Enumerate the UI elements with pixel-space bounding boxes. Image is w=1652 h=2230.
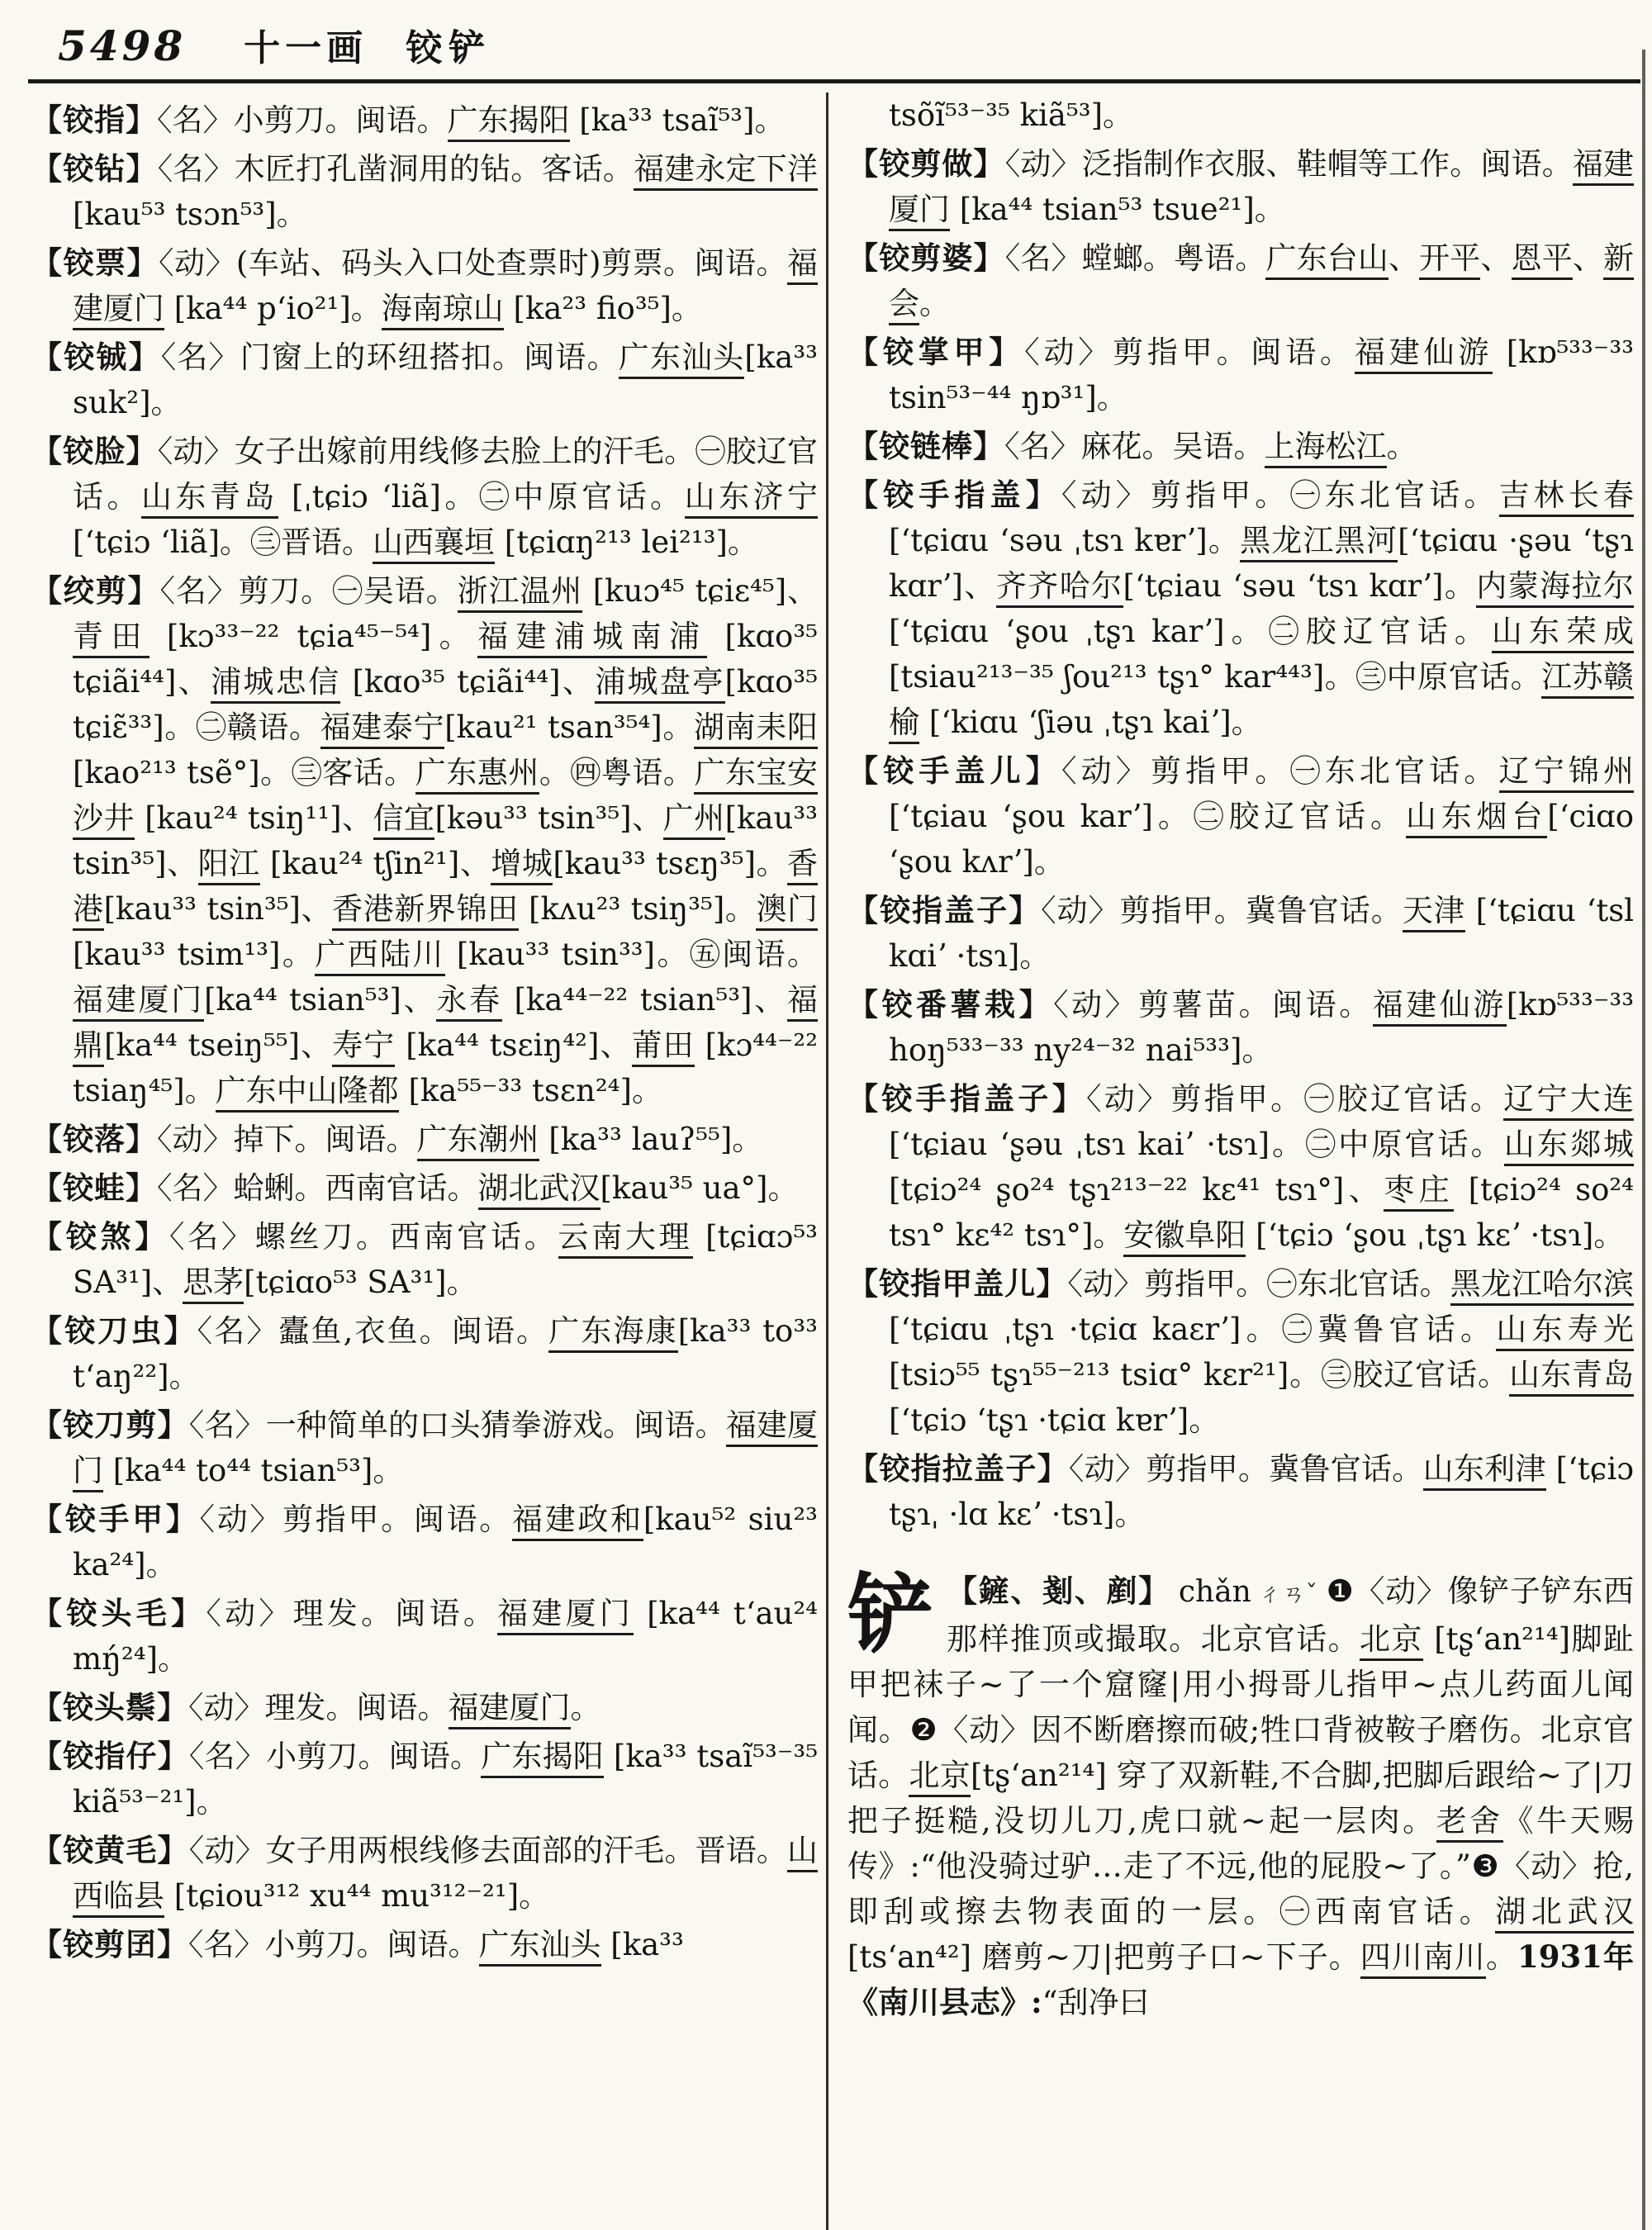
entry-headword: 【铰指盖子】 xyxy=(847,892,1042,928)
entry-text: 〈动〉(车站、码头入口处查票时)剪票。闽语。 xyxy=(158,245,788,281)
place-name: 广东揭阳 xyxy=(448,102,570,142)
entry-text: [ʻtɕiɔ tʂɿˌ ·lɑ kɛʼ ·tsɿ]。 xyxy=(889,1451,1635,1532)
entry-text: [ts‘an⁴²] 磨剪~刀|把剪子口~下子。 xyxy=(847,1939,1360,1975)
entry-headword: 【铰刀剪】 xyxy=(31,1407,189,1443)
entry-headword: 【铰番薯栽】 xyxy=(847,986,1054,1022)
place-name: 思茅 xyxy=(183,1264,244,1304)
entry-text: [ʻtɕiɑu ʻtsl kɑiʼ ·tsɿ]。 xyxy=(889,893,1635,974)
page-header xyxy=(58,18,491,71)
entry-text: 〈动〉剪指甲。㊀东北官话。 xyxy=(1061,477,1499,513)
entry-text: [ka⁵⁵⁻³³ tsɛn²⁴]。 xyxy=(398,1073,662,1108)
entry-text: 〈名〉小剪刀。闽语。 xyxy=(157,102,448,138)
dict-entry xyxy=(31,568,818,1113)
entry-text: 〈动〉剪指甲。㊀东北官话。 xyxy=(1067,1266,1450,1302)
place-name: 山东青岛 xyxy=(1509,1357,1634,1397)
place-name: 广东汕头 xyxy=(479,1927,601,1967)
page-number: 5498 xyxy=(58,21,187,70)
entry-text: 〈名〉蛤蜊。西南官话。 xyxy=(157,1170,478,1206)
entry-headword: 【铰指甲盖儿】 xyxy=(847,1265,1068,1302)
place-name: 山西临县 xyxy=(73,1833,818,1918)
place-name: 齐齐哈尔 xyxy=(996,568,1123,608)
entry-text: 〈名〉麻花。吴语。 xyxy=(1004,429,1265,464)
entry-text: [ka³³ tsaĩ⁵³]。 xyxy=(569,102,786,138)
place-name: 吉林长春 xyxy=(1499,477,1634,517)
left-column xyxy=(31,97,818,1971)
entry-text: [ʻtɕiɔ ʻliã]。㊂晋语。 xyxy=(73,524,373,560)
dict-entry xyxy=(31,1214,818,1305)
entry-text: [tɕiou³¹² xu⁴⁴ mu³¹²⁻²¹]。 xyxy=(164,1878,550,1914)
entry-text: [ʻtɕiau ʻʂou karʼ]。㊁胶辽官话。 xyxy=(889,799,1406,834)
place-name: 安徽阜阳 xyxy=(1123,1217,1246,1257)
stroke-section-label: 十一画 xyxy=(244,27,368,69)
entry-text: “刮净曰 xyxy=(1042,1985,1150,2020)
entry-text: 〈名〉门窗上的环纽搭扣。闽语。 xyxy=(160,339,619,375)
place-name: 福建厦门 xyxy=(497,1596,634,1635)
entry-text: [ka⁴⁴ to⁴⁴ tsian⁵³]。 xyxy=(103,1453,404,1488)
dict-entry xyxy=(31,1308,818,1399)
entry-text: [kau⁵³ tsɔn⁵³]。 xyxy=(73,197,307,232)
place-name: 山东寿光 xyxy=(1496,1312,1634,1351)
place-name: 澳门 xyxy=(756,891,818,931)
dict-entry xyxy=(31,1922,818,1967)
entry-text: [kau²¹ tsan³⁵⁴]。 xyxy=(444,709,695,745)
entry-text: 。 xyxy=(919,286,950,321)
place-name: 广东揭阳 xyxy=(481,1739,604,1778)
entry-text: [kao²¹³ tsẽ°]。㊂客话。 xyxy=(73,755,415,790)
entry-text: 〈动〉剪指甲。闽语。 xyxy=(1024,334,1355,370)
place-name: 福建厦门 xyxy=(449,1690,571,1729)
place-name: 辽宁大连 xyxy=(1503,1081,1634,1121)
entry-text: [ʻtɕiɑu ˌtʂɿ ·tɕiɑ kaɛrʼ]。㊁冀鲁官话。 xyxy=(889,1312,1497,1347)
place-name: 阳江 xyxy=(198,846,260,885)
entry-text: 〈动〉剪薯苗。闽语。 xyxy=(1053,987,1373,1022)
entry-text: [kuɔ⁴⁵ tɕiɛ⁴⁵]、 xyxy=(582,573,818,609)
entry-headword: 【铰手甲】 xyxy=(31,1501,200,1537)
entry-headword: 【铰头鬃】 xyxy=(31,1689,188,1725)
variant-forms: 【鏟、剗、剷】 xyxy=(947,1573,1170,1609)
place-name: 青田 xyxy=(73,619,150,658)
entry-text: [kau³⁵ ua°]。 xyxy=(600,1170,799,1206)
entry-text: [ka⁴⁴⁻²² tsian⁵³]、 xyxy=(501,982,788,1018)
section-headwords: 铰铲 xyxy=(406,27,492,69)
place-name: 福建政和 xyxy=(512,1502,643,1541)
entry-text: [ka³³ tsaĩ⁵³⁻³⁵ kiã⁵³⁻²¹]。 xyxy=(73,1739,819,1820)
place-name: 莆田 xyxy=(632,1027,695,1067)
place-name: 四川南川 xyxy=(1360,1939,1486,1979)
entry-headword: 【铰手指盖子】 xyxy=(847,1080,1086,1117)
entry-headword: 【铰手指盖】 xyxy=(847,477,1061,513)
entry-text: [ʻtɕiɑu ·ʂəu ʻtʂɿ kɑrʼ]、 xyxy=(889,523,1635,604)
place-name: 山东利津 xyxy=(1423,1451,1546,1491)
entry-text: 〈名〉蠹鱼,衣鱼。闽语。 xyxy=(197,1313,549,1349)
entry-text: [tsiɔ⁵⁵ tʂɿ⁵⁵⁻²¹³ tsiɑ° kɛr²¹]。㊂胶辽官话。 xyxy=(889,1357,1510,1393)
header-rule xyxy=(28,79,1640,83)
entry-text: [tɕiɑo⁵³ SA³¹]。 xyxy=(244,1264,477,1300)
place-name: 江苏赣榆 xyxy=(889,659,1634,744)
dict-entry xyxy=(847,472,1634,745)
entry-text: 〈动〉理发。闽语。 xyxy=(188,1690,449,1725)
place-name: 寿宁 xyxy=(332,1027,395,1067)
entry-text: ❶〈动〉像铲子铲东西那样推顶或撮取。北京官话。 xyxy=(947,1573,1635,1657)
place-name: 上海松江 xyxy=(1265,429,1387,468)
place-name: 新会 xyxy=(889,240,1634,325)
entry-headword: 【铰脸】 xyxy=(31,433,158,469)
entry-headword: 【铰指仔】 xyxy=(31,1738,189,1774)
entry-text: [kau³³ tsɛŋ³⁵]。 xyxy=(553,846,788,881)
entry-text: [kʌu²³ tsiŋ³⁵]。 xyxy=(518,891,757,927)
dict-entry xyxy=(847,748,1634,885)
place-name: 福建仙游 xyxy=(1373,987,1507,1027)
entry-text: [kau²⁴ tʃin²¹]、 xyxy=(259,846,491,881)
dict-entry xyxy=(847,141,1634,232)
dict-entry xyxy=(31,1402,818,1493)
dict-entry xyxy=(31,429,818,565)
place-name: 北京 xyxy=(1360,1621,1423,1661)
place-name: 云南大理 xyxy=(558,1219,693,1259)
entry-headword: 【铰剪做】 xyxy=(847,145,1005,182)
entry-headword: 【绞剪】 xyxy=(31,572,160,609)
entry-text: 〈动〉剪指甲。闽语。 xyxy=(199,1502,512,1537)
entry-headword: 【铰指拉盖子】 xyxy=(847,1450,1069,1487)
place-name: 福建厦门 xyxy=(889,146,1634,231)
entry-headword: 【铰钻】 xyxy=(31,150,158,187)
place-name: 福建浦城南浦 xyxy=(477,619,707,658)
place-name: 福建泰宁 xyxy=(320,709,445,749)
entry-text: [ʻtɕiau ʻʂəu ˌtsɿ kaiʼ ·tsɿ]。㊁中原官话。 xyxy=(889,1127,1504,1162)
place-name: 福鼎 xyxy=(73,982,818,1067)
dict-entry xyxy=(31,1685,818,1730)
entry-text: 〈动〉女子用两根线修去面部的汗毛。晋语。 xyxy=(188,1833,788,1868)
entry-headword: 【铰链棒】 xyxy=(847,428,1004,464)
entry-text: 〈名〉剪刀。㊀吴语。 xyxy=(159,573,458,609)
entry-headword: 【铰头毛】 xyxy=(31,1595,206,1631)
entry-text: 。 xyxy=(1386,429,1417,464)
entry-text: 〈名〉小剪刀。闽语。 xyxy=(188,1739,482,1774)
entry-text: 〈名〉小剪刀。闽语。 xyxy=(188,1927,479,1962)
entry-text: 〈名〉木匠打孔凿洞用的钻。客话。 xyxy=(157,151,634,187)
entry-headword: 【铰铖】 xyxy=(31,339,161,375)
dict-entry xyxy=(31,1828,818,1919)
place-name: 香港新界锦田 xyxy=(332,891,519,931)
entry-text: 。㊃粤语。 xyxy=(539,755,695,790)
dict-entry xyxy=(847,1446,1634,1537)
place-name: 开平 xyxy=(1419,240,1480,280)
entry-headword: 【铰掌甲】 xyxy=(847,334,1025,370)
place-name: 广东潮州 xyxy=(417,1122,539,1161)
entry-text: [kau³³ tsin³⁵]、 xyxy=(103,891,333,927)
entry-text: [ka⁴⁴ tsɛiŋ⁴²]、 xyxy=(395,1027,632,1063)
entry-text: [kau³³ tsin³³]。㊄闽语。 xyxy=(444,937,818,972)
place-name: 广西陆川 xyxy=(315,937,445,976)
entry-text: [ka⁴⁴ tsian⁵³]、 xyxy=(204,982,437,1018)
entry-headword: 【铰指】 xyxy=(31,102,157,138)
entry-text: 〈动〉女子出嫁前用线修去脸上的汗毛。㊀胶辽官话。 xyxy=(73,434,819,515)
entry-text: 〈动〉理发。闽语。 xyxy=(206,1596,498,1631)
place-name: 北京 xyxy=(909,1758,970,1797)
entry-text: [ʻtɕiɑu ʻʂou ˌtʂɿ karʼ]。㊁胶辽官话。 xyxy=(889,614,1492,649)
dict-entry xyxy=(847,982,1634,1073)
entry-text: 。 xyxy=(1485,1939,1517,1975)
entry-text: [kɑo³⁵ tɕiɛ̃³³]。㊁赣语。 xyxy=(73,664,819,745)
dict-entry xyxy=(847,1261,1634,1443)
place-name: 山东烟台 xyxy=(1406,799,1547,838)
entry-text: [kau³³ tsin³⁵]、 xyxy=(73,800,818,881)
entry-text: [kɑo³⁵ tɕiãi⁴⁴]、 xyxy=(340,664,596,700)
place-name: 山东济宁 xyxy=(685,479,818,519)
place-name: 广东汕头 xyxy=(619,339,745,379)
entry-text: [kəu³³ tsin³⁵]、 xyxy=(434,800,663,836)
place-name: 海南琼山 xyxy=(382,291,504,330)
dict-entry xyxy=(847,1076,1634,1258)
place-name: 增城 xyxy=(491,846,553,885)
entry-text: 〈动〉剪指甲。㊀东北官话。 xyxy=(1061,753,1499,789)
entry-text: [kau²⁴ tsiŋ¹¹]、 xyxy=(134,800,373,836)
place-name: 信宜 xyxy=(373,800,435,840)
dict-entry xyxy=(31,1591,818,1682)
entry-text: [kɔ³³⁻²² tɕia⁴⁵⁻⁵⁴]。 xyxy=(149,619,478,654)
entry-text: [ʻciɑo ʻʂou kʌrʼ]。 xyxy=(889,799,1634,880)
place-name: 广东中山隆都 xyxy=(216,1073,399,1113)
entry-text: [ka³³ lauʔ⁵⁵]。 xyxy=(539,1122,763,1157)
place-name: 老舍 xyxy=(1436,1803,1503,1843)
place-name: 恩平 xyxy=(1512,240,1573,280)
entry-text: 〈动〉剪指甲。冀鲁官话。 xyxy=(1041,893,1403,928)
place-name: 广州 xyxy=(663,800,725,840)
entry-headword: 【铰煞】 xyxy=(31,1218,170,1255)
entry-text: [ka⁴⁴ tseiŋ⁵⁵]、 xyxy=(104,1027,333,1063)
place-name: 广东台山 xyxy=(1265,240,1389,280)
entry-headword: 【铰刀虫】 xyxy=(31,1312,197,1349)
entry-headword: 【铰票】 xyxy=(31,244,159,281)
dict-entry xyxy=(31,1165,818,1211)
place-name: 浦城忠信 xyxy=(211,664,340,704)
entry-text: [ʻtɕiɑu ʻsəu ˌtsɿ kɐrʼ]。 xyxy=(889,523,1241,558)
right-column xyxy=(847,93,1634,2028)
place-name: 黑龙江哈尔滨 xyxy=(1450,1266,1634,1306)
place-name: 浙江温州 xyxy=(458,573,582,613)
dict-entry xyxy=(31,1117,818,1162)
dict-entry xyxy=(31,334,818,425)
entry-text: 、 xyxy=(1480,240,1512,276)
place-name: 香港 xyxy=(73,846,818,931)
place-name: 山东青岛 xyxy=(141,479,278,519)
entry-text: [kau⁵² siu²³ ka²⁴]。 xyxy=(73,1502,818,1582)
carryover-line: tsõĩ⁵³⁻³⁵ kiã⁵³]。 xyxy=(889,97,1133,133)
entry-text: [tʂ‘an²¹⁴] 穿了双新鞋,不合脚,把脚后跟给~了|刀把子挺糙,没切儿刀,虎口就~起一层肉。 xyxy=(847,1758,1635,1839)
dict-entry xyxy=(847,888,1634,979)
dict-entry xyxy=(847,235,1634,326)
place-name: 内蒙海拉尔 xyxy=(1476,568,1634,608)
place-name: 辽宁锦州 xyxy=(1499,753,1634,793)
entry-text: 〈动〉剪指甲。㊀胶辽官话。 xyxy=(1085,1081,1504,1117)
column-divider-rule xyxy=(826,93,828,2230)
entry-text: [tsiau²¹³⁻³⁵ ʃou²¹³ tʂɿ° kar⁴⁴³]。㊂中原官话。 xyxy=(889,659,1542,695)
dict-entry xyxy=(847,330,1634,420)
place-name: 福建永定下洋 xyxy=(634,151,818,191)
place-name: 湖北武汉 xyxy=(1495,1894,1634,1933)
place-name: 福建仙游 xyxy=(1355,334,1493,374)
entry-headword: 【铰黄毛】 xyxy=(31,1832,189,1868)
place-name: 福建厦门 xyxy=(73,1407,818,1492)
entry-text: [ka³³ suk²]。 xyxy=(73,339,819,420)
entry-headword: 【铰剪婆】 xyxy=(847,240,1005,276)
place-name: 黑龙江黑河 xyxy=(1240,523,1398,562)
entry-text: [kɑo³⁵ tɕiãi⁴⁴]、 xyxy=(73,619,819,700)
entry-headword: 【铰剪囝】 xyxy=(31,1926,188,1962)
zhuyin: ㄔㄢˇ xyxy=(1257,1580,1318,1607)
place-name: 广东惠州 xyxy=(415,755,539,795)
entry-text: [kɒ⁵³³⁻³³ hoŋ⁵³³⁻³³ ny²⁴⁻³² nai⁵³³]。 xyxy=(889,987,1635,1068)
place-name: 枣庄 xyxy=(1384,1172,1454,1212)
entry-headword: 【铰落】 xyxy=(31,1121,157,1157)
big-headword-char: 铲 xyxy=(847,1563,934,1665)
entry-text: [kɔ⁴⁴⁻²² tsiaŋ⁴⁵]。 xyxy=(73,1027,819,1108)
page-edge-line xyxy=(1642,50,1645,2230)
pinyin: chǎn xyxy=(1178,1575,1251,1609)
dict-entry xyxy=(31,1497,818,1587)
dict-entry xyxy=(31,240,818,331)
entry-text: 、 xyxy=(1572,240,1604,276)
place-name: 广东宝安沙井 xyxy=(73,755,818,840)
entry-text: [ka⁴⁴ p‘io²¹]。 xyxy=(164,291,382,326)
dict-entry xyxy=(31,97,818,143)
entry-text: 〈名〉螳螂。粤语。 xyxy=(1004,240,1266,276)
entry-text: [ˌtɕiɔ ʻliã]。㊁中原官话。 xyxy=(278,479,685,515)
entry-text: 〈动〉剪指甲。冀鲁官话。 xyxy=(1068,1451,1423,1487)
entry-text: 《牛天赐传》:“他没骑过驴…走了不远,他的屁股~了。”❸〈动〉抢,即刮或擦去物表面的一层。㊀西南官话。 xyxy=(847,1803,1635,1929)
entry-text: [tɕiɑɔ⁵³ SA³¹]、 xyxy=(73,1219,819,1300)
dict-entry-chan xyxy=(847,1563,1635,2025)
place-name: 永春 xyxy=(436,982,502,1022)
entry-headword: 【铰手盖儿】 xyxy=(847,752,1061,789)
place-name: 湖北武汉 xyxy=(478,1170,601,1210)
place-name: 山东郯城 xyxy=(1504,1127,1634,1166)
dict-entry xyxy=(31,146,818,237)
place-name: 湖南耒阳 xyxy=(694,709,818,749)
entry-text: 1931年《南川县志》: xyxy=(847,1938,1635,2020)
entry-text: [ka³³ to³³ t‘aŋ²²]。 xyxy=(73,1313,819,1394)
entry-text: 、 xyxy=(1389,240,1420,276)
entry-text: 〈动〉泛指制作衣服、鞋帽等工作。闽语。 xyxy=(1004,146,1573,182)
place-name: 广东海康 xyxy=(548,1313,677,1353)
dict-entry xyxy=(847,424,1634,469)
entry-text: [ʻtɕiau ʻsəu ʻtsɿ kɑrʼ]。 xyxy=(1123,568,1477,604)
entry-text: [kau³³ tsim¹³]。 xyxy=(73,937,316,972)
place-name: 福建厦门 xyxy=(73,982,204,1022)
entry-text: [tɕiɔ²⁴ ʂo²⁴ tʂɿ²¹³⁻²² kɛ⁴¹ tsɿ°]、 xyxy=(889,1172,1384,1208)
entry-text: [tʂ‘an²¹⁴]脚趾甲把袜子~了一个窟窿|用小拇哥儿指甲~点儿药面儿闻闻。❷〈动〉因不断磨擦而破;牲口背被鞍子磨伤。北京官话。 xyxy=(847,1621,1635,1793)
entry-text: 〈名〉一种简单的口头猜拳游戏。闽语。 xyxy=(188,1407,726,1443)
entry-text: [ka³³ xyxy=(601,1927,684,1962)
entry-text: [kɒ⁵³³⁻³³ tsin⁵³⁻⁴⁴ ŋɒ³¹]。 xyxy=(889,334,1635,415)
place-name: 福建厦门 xyxy=(73,245,818,330)
entry-text: 〈动〉掉下。闽语。 xyxy=(157,1122,417,1157)
entry-text: [ka²³ fio³⁵]。 xyxy=(503,291,702,326)
entry-headword: 【铰蛙】 xyxy=(31,1170,157,1206)
place-name: 天津 xyxy=(1403,893,1465,932)
entry-text: [ʻtɕiɔ ʻʂou ˌtʂɿ kɛʼ ·tsɿ]。 xyxy=(1246,1217,1625,1253)
entry-text: [ʻtɕiɔ ʻtʂɿ ·tɕiɑ kɐrʼ]。 xyxy=(889,1402,1220,1438)
entry-text: 。 xyxy=(570,1690,601,1725)
entry-text: 〈名〉螺丝刀。西南官话。 xyxy=(169,1219,558,1255)
place-name: 山西襄垣 xyxy=(373,524,495,564)
entry-text: [tɕiɔ²⁴ so²⁴ tsɿ° kɛ⁴² tsɿ°]。 xyxy=(889,1172,1635,1253)
entry-text: [ka⁴⁴ t‘au²⁴ mŋ́²⁴]。 xyxy=(73,1596,819,1677)
entry-text: [tɕiɑŋ²¹³ lei²¹³]。 xyxy=(495,524,758,560)
entry-text: [ʻkiɑu ʻʃiəu ˌtʂɿ kaiʼ]。 xyxy=(919,705,1262,740)
place-name: 浦城盘亭 xyxy=(595,664,724,704)
dict-entry xyxy=(31,1734,818,1824)
entry-text: [ka⁴⁴ tsian⁵³ tsue²¹]。 xyxy=(950,192,1285,227)
place-name: 山东荣成 xyxy=(1492,614,1634,653)
